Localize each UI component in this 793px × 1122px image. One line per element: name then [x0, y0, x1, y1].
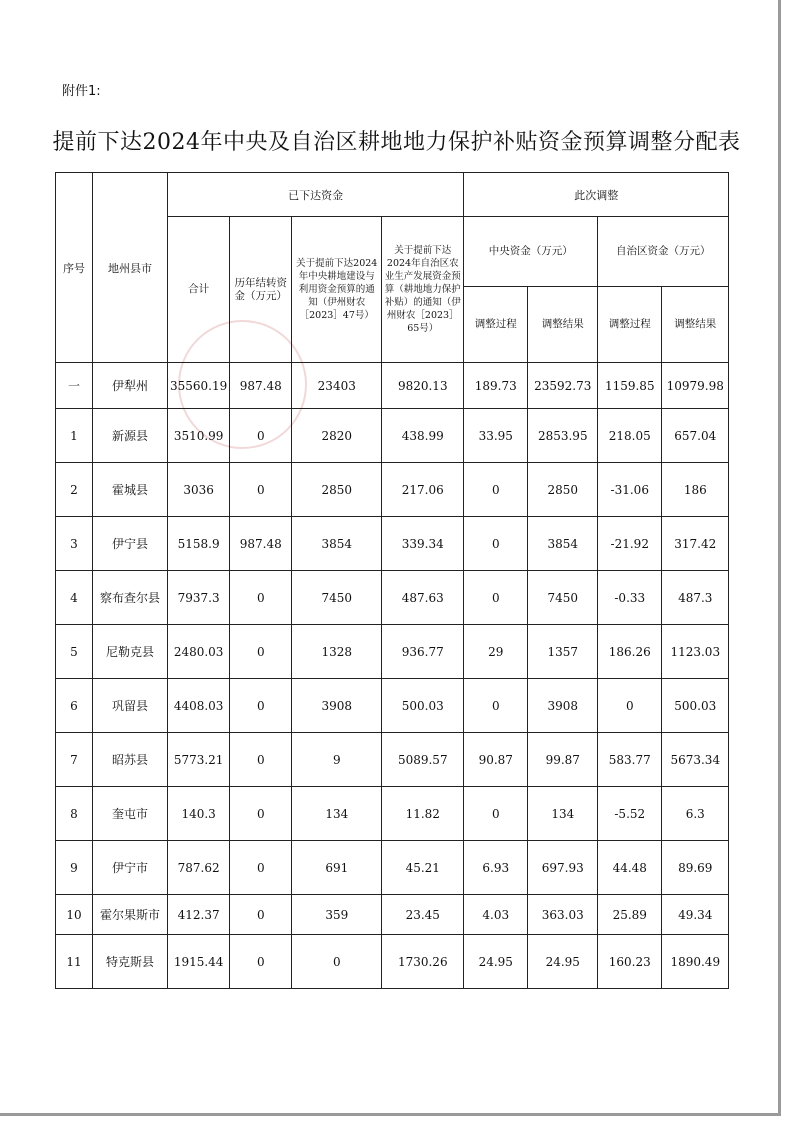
region-name-cell: 伊宁县 — [93, 517, 168, 571]
central-result-cell: 23592.73 — [528, 363, 598, 409]
region-process-cell: 583.77 — [598, 733, 662, 787]
region-result-cell: 317.42 — [662, 517, 729, 571]
central-process-cell: 33.95 — [464, 409, 528, 463]
central-notice-cell: 0 — [292, 935, 382, 989]
central-process-cell: 0 — [464, 787, 528, 841]
region-result-cell: 49.34 — [662, 895, 729, 935]
carryover-cell: 0 — [230, 787, 292, 841]
table-row — [56, 363, 729, 409]
region-process-cell: 218.05 — [598, 409, 662, 463]
carryover-cell: 0 — [230, 895, 292, 935]
region-process-cell: 0 — [598, 679, 662, 733]
region-result-cell: 6.3 — [662, 787, 729, 841]
carryover-cell: 0 — [230, 571, 292, 625]
central-result-cell: 134 — [528, 787, 598, 841]
region-notice-cell: 936.77 — [382, 625, 464, 679]
region-result-cell: 89.69 — [662, 841, 729, 895]
central-process-cell: 0 — [464, 571, 528, 625]
central-process-cell: 90.87 — [464, 733, 528, 787]
total-cell: 3036 — [168, 463, 230, 517]
region-notice-cell: 438.99 — [382, 409, 464, 463]
header-issued-funds: 已下达资金 — [168, 173, 464, 217]
region-name-cell: 尼勒克县 — [93, 625, 168, 679]
carryover-cell: 0 — [230, 409, 292, 463]
table-row — [56, 679, 729, 733]
central-notice-cell: 9 — [292, 733, 382, 787]
central-result-cell: 2850 — [528, 463, 598, 517]
header-region-notice: 关于提前下达2024年自治区农业生产发展资金预算（耕地地力保护补贴）的通知（伊州财农［2023］65号） — [382, 217, 464, 363]
central-process-cell: 29 — [464, 625, 528, 679]
seq-cell: 9 — [56, 841, 93, 895]
central-process-cell: 24.95 — [464, 935, 528, 989]
total-cell: 5773.21 — [168, 733, 230, 787]
region-notice-cell: 217.06 — [382, 463, 464, 517]
region-name-cell: 奎屯市 — [93, 787, 168, 841]
region-notice-cell: 500.03 — [382, 679, 464, 733]
carryover-cell: 0 — [230, 841, 292, 895]
central-notice-cell: 359 — [292, 895, 382, 935]
central-notice-cell: 1328 — [292, 625, 382, 679]
carryover-cell: 0 — [230, 679, 292, 733]
central-result-cell: 697.93 — [528, 841, 598, 895]
central-result-cell: 24.95 — [528, 935, 598, 989]
seq-cell: 8 — [56, 787, 93, 841]
seq-cell: 7 — [56, 733, 93, 787]
central-process-cell: 4.03 — [464, 895, 528, 935]
central-result-cell: 363.03 — [528, 895, 598, 935]
table-row — [56, 463, 729, 517]
carryover-cell: 0 — [230, 733, 292, 787]
header-region-process: 调整过程 — [598, 287, 662, 363]
region-process-cell: 1159.85 — [598, 363, 662, 409]
region-process-cell: 44.48 — [598, 841, 662, 895]
table-row — [56, 787, 729, 841]
region-notice-cell: 9820.13 — [382, 363, 464, 409]
central-result-cell: 7450 — [528, 571, 598, 625]
region-notice-cell: 23.45 — [382, 895, 464, 935]
region-name-cell: 伊宁市 — [93, 841, 168, 895]
central-notice-cell: 3854 — [292, 517, 382, 571]
table-row — [56, 935, 729, 989]
region-name-cell: 特克斯县 — [93, 935, 168, 989]
header-total: 合计 — [168, 217, 230, 363]
header-central-notice: 关于提前下达2024年中央耕地建设与利用资金预算的通知（伊州财农［2023］47号） — [292, 217, 382, 363]
region-notice-cell: 5089.57 — [382, 733, 464, 787]
central-process-cell: 0 — [464, 517, 528, 571]
region-process-cell: 160.23 — [598, 935, 662, 989]
central-notice-cell: 3908 — [292, 679, 382, 733]
central-result-cell: 3908 — [528, 679, 598, 733]
total-cell: 3510.99 — [168, 409, 230, 463]
region-process-cell: 186.26 — [598, 625, 662, 679]
header-carryover: 历年结转资金（万元） — [230, 217, 292, 363]
total-cell: 1915.44 — [168, 935, 230, 989]
seq-cell: 6 — [56, 679, 93, 733]
header-seq: 序号 — [56, 173, 93, 363]
seq-cell: 1 — [56, 409, 93, 463]
central-process-cell: 189.73 — [464, 363, 528, 409]
region-name-cell: 新源县 — [93, 409, 168, 463]
header-this-adjustment: 此次调整 — [464, 173, 729, 217]
region-result-cell: 1123.03 — [662, 625, 729, 679]
central-notice-cell: 7450 — [292, 571, 382, 625]
table-row — [56, 409, 729, 463]
seq-cell: 11 — [56, 935, 93, 989]
seq-cell: 一 — [56, 363, 93, 409]
region-notice-cell: 487.63 — [382, 571, 464, 625]
region-process-cell: -0.33 — [598, 571, 662, 625]
total-cell: 412.37 — [168, 895, 230, 935]
central-process-cell: 0 — [464, 463, 528, 517]
central-process-cell: 6.93 — [464, 841, 528, 895]
table-row — [56, 733, 729, 787]
document-title: 提前下达2024年中央及自治区耕地地力保护补贴资金预算调整分配表 — [52, 130, 741, 155]
region-notice-cell: 339.34 — [382, 517, 464, 571]
region-result-cell: 657.04 — [662, 409, 729, 463]
region-notice-cell: 11.82 — [382, 787, 464, 841]
seq-cell: 5 — [56, 625, 93, 679]
attachment-label: 附件1: — [62, 84, 101, 99]
carryover-cell: 0 — [230, 463, 292, 517]
carryover-cell: 0 — [230, 935, 292, 989]
header-central-funds: 中央资金（万元） — [464, 217, 598, 287]
region-name-cell: 霍尔果斯市 — [93, 895, 168, 935]
central-notice-cell: 134 — [292, 787, 382, 841]
seq-cell: 4 — [56, 571, 93, 625]
region-process-cell: -31.06 — [598, 463, 662, 517]
carryover-cell: 987.48 — [230, 363, 292, 409]
seq-cell: 2 — [56, 463, 93, 517]
allocation-table — [55, 172, 729, 989]
central-notice-cell: 2850 — [292, 463, 382, 517]
region-result-cell: 500.03 — [662, 679, 729, 733]
central-result-cell: 99.87 — [528, 733, 598, 787]
header-region-funds: 自治区资金（万元） — [598, 217, 729, 287]
total-cell: 140.3 — [168, 787, 230, 841]
carryover-cell: 0 — [230, 625, 292, 679]
carryover-cell: 987.48 — [230, 517, 292, 571]
table-row — [56, 517, 729, 571]
region-name-cell: 巩留县 — [93, 679, 168, 733]
region-process-cell: 25.89 — [598, 895, 662, 935]
region-result-cell: 5673.34 — [662, 733, 729, 787]
table-row — [56, 625, 729, 679]
table-row — [56, 895, 729, 935]
total-cell: 5158.9 — [168, 517, 230, 571]
table-row — [56, 841, 729, 895]
total-cell: 35560.19 — [168, 363, 230, 409]
region-process-cell: -21.92 — [598, 517, 662, 571]
header-region-result: 调整结果 — [662, 287, 729, 363]
central-notice-cell: 23403 — [292, 363, 382, 409]
region-name-cell: 霍城县 — [93, 463, 168, 517]
total-cell: 4408.03 — [168, 679, 230, 733]
header-central-result: 调整结果 — [528, 287, 598, 363]
header-region: 地州县市 — [93, 173, 168, 363]
central-notice-cell: 2820 — [292, 409, 382, 463]
seq-cell: 3 — [56, 517, 93, 571]
header-central-process: 调整过程 — [464, 287, 528, 363]
central-result-cell: 3854 — [528, 517, 598, 571]
region-name-cell: 伊犁州 — [93, 363, 168, 409]
central-result-cell: 2853.95 — [528, 409, 598, 463]
total-cell: 787.62 — [168, 841, 230, 895]
total-cell: 7937.3 — [168, 571, 230, 625]
central-process-cell: 0 — [464, 679, 528, 733]
region-result-cell: 1890.49 — [662, 935, 729, 989]
region-process-cell: -5.52 — [598, 787, 662, 841]
region-name-cell: 昭苏县 — [93, 733, 168, 787]
central-result-cell: 1357 — [528, 625, 598, 679]
region-name-cell: 察布查尔县 — [93, 571, 168, 625]
table-row — [56, 571, 729, 625]
seq-cell: 10 — [56, 895, 93, 935]
region-result-cell: 10979.98 — [662, 363, 729, 409]
total-cell: 2480.03 — [168, 625, 230, 679]
region-result-cell: 186 — [662, 463, 729, 517]
region-notice-cell: 1730.26 — [382, 935, 464, 989]
central-notice-cell: 691 — [292, 841, 382, 895]
region-notice-cell: 45.21 — [382, 841, 464, 895]
region-result-cell: 487.3 — [662, 571, 729, 625]
